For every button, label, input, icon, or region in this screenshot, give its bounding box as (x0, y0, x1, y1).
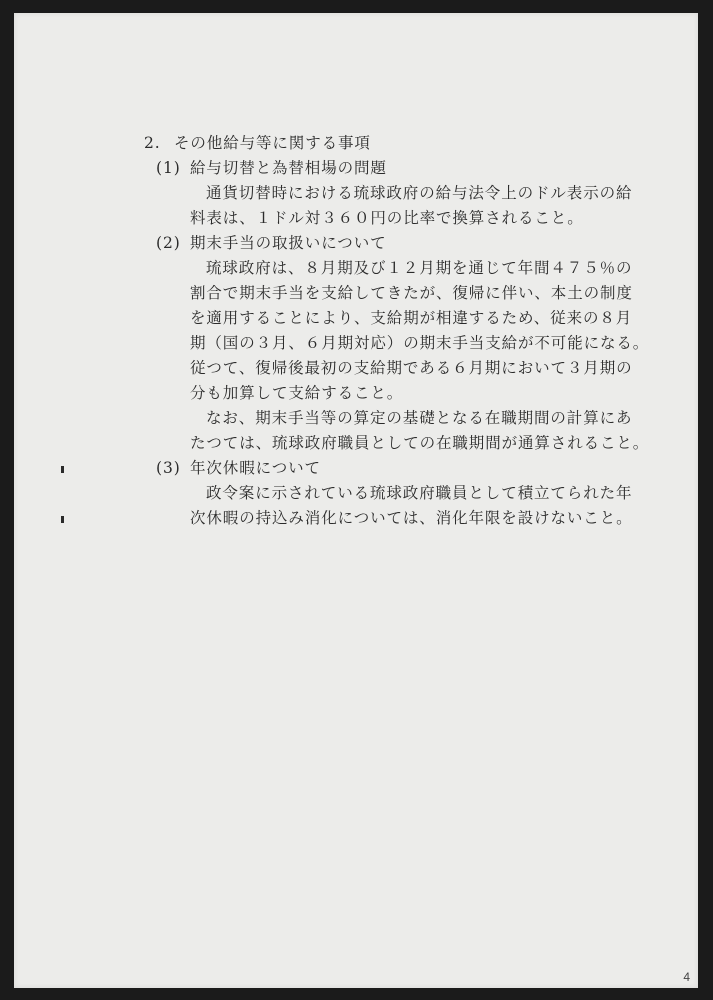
item-title: 期末手当の取扱いについて (190, 234, 387, 252)
document-body (14, 13, 698, 988)
section-number: 2. (144, 134, 161, 152)
item-heading (156, 233, 387, 253)
section-title: その他給与等に関する事項 (174, 134, 371, 152)
paragraph-line: 琉球政府は、８月期及び１２月期を通じて年間４７５％の (206, 259, 633, 277)
paragraph-line: 従つて、復帰後最初の支給期である６月期において３月期の (190, 359, 633, 377)
item-heading (156, 458, 321, 478)
item-title: 年次休暇について (190, 459, 321, 477)
paragraph-line: なお、期末手当等の算定の基礎となる在職期間の計算にあ (206, 409, 633, 427)
paragraph-line: たつては、琉球政府職員としての在職期間が通算されること。 (190, 434, 650, 452)
item-heading (156, 158, 387, 178)
paragraph-line: 政令案に示されている琉球政府職員として積立てられた年 (206, 484, 633, 502)
paragraph-line: を適用することにより、支給期が相違するため、従来の８月 (190, 309, 633, 327)
paragraph-line: 割合で期末手当を支給してきたが、復帰に伴い、本土の制度 (190, 284, 633, 302)
document-page (14, 13, 698, 988)
paragraph-line: 期（国の３月、６月期対応）の期末手当支給が不可能になる。 (190, 334, 650, 352)
paragraph-line: 次休暇の持込み消化については、消化年限を設けないこと。 (190, 509, 633, 527)
item-number: (3) (156, 459, 181, 477)
page-number: 4 (683, 970, 690, 984)
paragraph-line: 料表は、１ドル対３６０円の比率で換算されること。 (190, 209, 584, 227)
item-title: 給与切替と為替相場の問題 (190, 159, 387, 177)
item-number: (1) (156, 159, 181, 177)
paragraph-line: 通貨切替時における琉球政府の給与法令上のドル表示の給 (206, 184, 633, 202)
item-number: (2) (156, 234, 181, 252)
section-heading (144, 133, 371, 153)
paragraph-line: 分も加算して支給すること。 (190, 384, 404, 402)
